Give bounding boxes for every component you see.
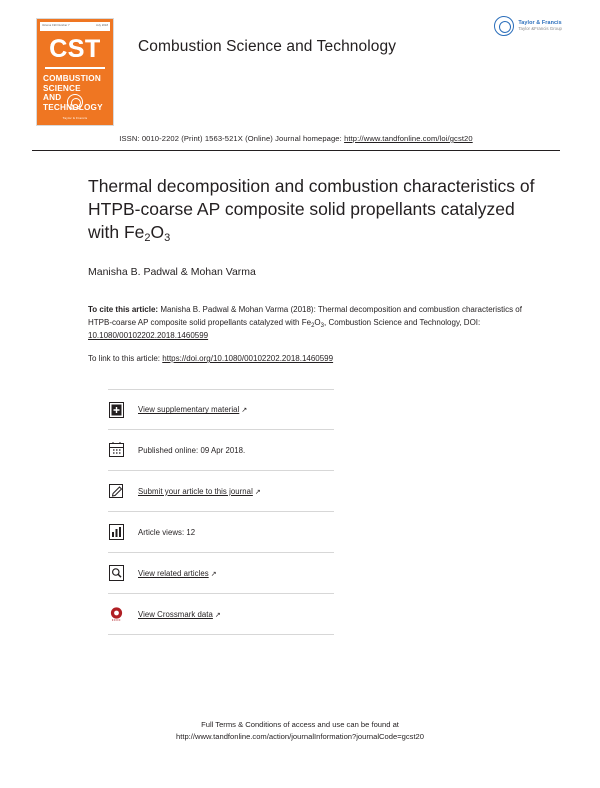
article-link-line: [88, 354, 536, 363]
taylor-francis-wordmark: [518, 21, 562, 31]
crossmark-link[interactable]: View Crossmark data: [138, 609, 213, 619]
citation-label: To cite this article:: [88, 305, 159, 315]
taylor-francis-circle-icon: [67, 94, 83, 110]
header-divider: [32, 150, 560, 151]
article-title-main: Thermal decomposition and combustion characteristics of HTPB-coarse AP composite solid propellants catalyzed with Fe: [88, 176, 535, 243]
citation-text: [88, 304, 536, 343]
submit-article-icon: [108, 483, 125, 500]
article-block: [0, 175, 600, 635]
article-views-icon: [108, 524, 125, 541]
citation-sub-2: 2: [311, 322, 315, 329]
action-view-related-articles[interactable]: [108, 553, 334, 594]
citation-body-1: Manisha B. Padwal & Mohan Varma (2018): Thermal decomposition and combustion characteristics of HTPB-coarse AP composite solid propellants catalyzed with Fe: [88, 305, 522, 328]
action-view-supplementary-material[interactable]: [108, 389, 334, 430]
calendar-icon: [108, 442, 125, 459]
cover-title-line-4: TECHNOLOGY: [43, 103, 103, 113]
action-label: [138, 610, 221, 619]
action-view-crossmark-data[interactable]: [108, 594, 334, 635]
issn-line: [32, 134, 560, 143]
action-article-views: [108, 512, 334, 553]
journal-homepage-link[interactable]: http://www.tandfonline.com/loi/gcst20: [344, 134, 473, 143]
action-label: [138, 487, 261, 496]
article-authors: Manisha B. Padwal & Mohan Varma: [88, 266, 256, 279]
article-title-sub-3: 3: [164, 232, 171, 245]
action-published-online: [108, 430, 334, 471]
cover-title-line-2: SCIENCE: [43, 83, 81, 93]
action-submit-article[interactable]: [108, 471, 334, 512]
action-label: [138, 569, 217, 578]
external-link-icon: ↗: [210, 570, 217, 578]
submit-article-link[interactable]: Submit your article to this journal: [138, 486, 253, 496]
footer-terms-line: Full Terms & Conditions of access and use can be found at: [201, 719, 399, 729]
page-footer: [0, 719, 600, 744]
taylor-francis-logo-line2: Taylor &Francis Group: [518, 25, 562, 31]
taylor-francis-logo: [494, 16, 562, 36]
article-actions-list: [88, 389, 536, 635]
action-label: [138, 405, 247, 414]
citation-sub-3: 3: [320, 322, 324, 329]
article-title-o: O: [150, 222, 165, 243]
article-title-sub-2: 2: [144, 232, 151, 245]
crossmark-icon: [108, 606, 125, 623]
cover-publisher-mark: [37, 94, 113, 120]
cover-title-line-3: AND: [43, 93, 62, 103]
taylor-francis-logo-line1: Taylor & Francis: [518, 19, 562, 26]
citation-body-2: , Combustion Science and Technology, DOI:: [324, 318, 481, 328]
issn-text: ISSN: 0010-2202 (Print) 1563-521X (Online) Journal homepage:: [119, 134, 345, 143]
page-header: [0, 0, 600, 126]
article-title: [88, 175, 536, 244]
cover-acronym: CST: [49, 35, 101, 63]
cover-date: July 2018: [95, 24, 108, 28]
action-label: Article views: 12: [138, 527, 196, 537]
external-link-icon: ↗: [241, 407, 248, 415]
journal-title: Combustion Science and Technology: [138, 38, 397, 55]
external-link-icon: ↗: [254, 488, 261, 496]
article-link-label: To link to this article:: [88, 354, 161, 364]
cover-topbar: [40, 22, 110, 31]
external-link-icon: ↗: [214, 611, 221, 619]
footer-journal-info-link[interactable]: http://www.tandfonline.com/action/journalInformation?journalCode=gcst20: [176, 732, 424, 742]
cover-divider: [45, 67, 105, 69]
supplementary-material-icon: [108, 401, 125, 418]
supplementary-material-link[interactable]: View supplementary material: [138, 405, 240, 415]
action-label: Published online: 09 Apr 2018.: [138, 445, 246, 455]
related-articles-icon: [108, 565, 125, 582]
citation-doi-link[interactable]: 10.1080/00102202.2018.1460599: [88, 331, 209, 341]
cover-volume: Volume 190 Number 7: [42, 24, 70, 28]
journal-cover-thumbnail: [36, 18, 114, 126]
cover-title-line-1: COMBUSTION: [43, 74, 101, 83]
related-articles-link[interactable]: View related articles: [138, 568, 209, 578]
taylor-francis-circle-icon: [494, 16, 514, 36]
citation-o: O: [314, 318, 321, 328]
article-doi-url[interactable]: https://doi.org/10.1080/00102202.2018.1460599: [162, 354, 334, 364]
cover-publisher-name: Taylor & Francis: [62, 116, 88, 120]
